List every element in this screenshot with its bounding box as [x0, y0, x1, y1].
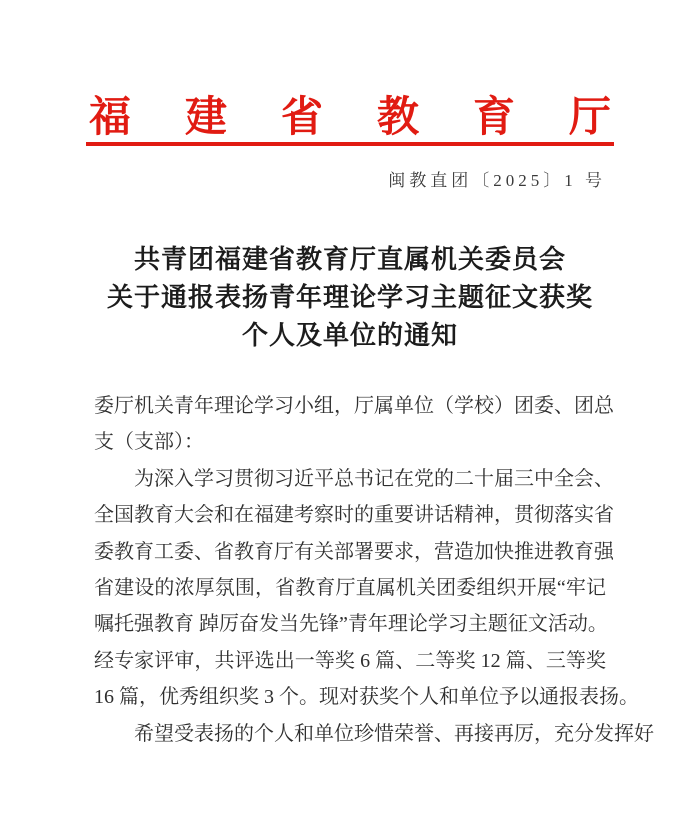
document-body	[94, 388, 654, 752]
salutation-line-1: 委厅机关青年理论学习小组，厅属单位（学校）团委、团总	[94, 395, 614, 417]
paragraph-line-2: 全国教育大会和在福建考察时的重要讲话精神，贯彻落实省	[94, 504, 614, 527]
document-number: 闽教直团〔2025〕1 号	[388, 171, 606, 190]
red-divider-rule	[86, 142, 614, 146]
document-title-line-3: 个人及单位的通知	[241, 321, 458, 350]
paragraph-line-6: 经专家评审，共评选出一等奖 6 篇、二等奖 12 篇、三等奖	[94, 649, 606, 672]
agency-name-heading: 福建省教育厅	[88, 95, 665, 141]
paragraph-line-5: 嘱托强教育 踔厉奋发当先锋”青年理论学习主题征文活动。	[94, 613, 608, 636]
document-title-line-2: 关于通报表扬青年理论学习主题征文获奖	[106, 283, 593, 312]
official-document-page	[0, 96, 700, 822]
paragraph-line-1: 为深入学习贯彻习近平总书记在党的二十届三中全会、	[134, 467, 614, 490]
document-title-line-1: 共青团福建省教育厅直属机关委员会	[133, 245, 566, 274]
paragraph-line-4: 省建设的浓厚氛围，省教育厅直属机关团委组织开展“牢记	[94, 577, 606, 600]
paragraph-line-7: 16 篇，优秀组织奖 3 个。现对获奖个人和单位予以通报表扬。	[94, 686, 639, 709]
paragraph-line-8-clipped: 希望受表扬的个人和单位珍惜荣誉、再接再厉，充分发挥好	[134, 722, 654, 745]
salutation-line-2: 支（支部）：	[94, 431, 204, 454]
document-title	[0, 241, 700, 355]
paragraph-line-3: 委教育工委、省教育厅有关部署要求，营造加快推进教育强	[94, 540, 614, 563]
